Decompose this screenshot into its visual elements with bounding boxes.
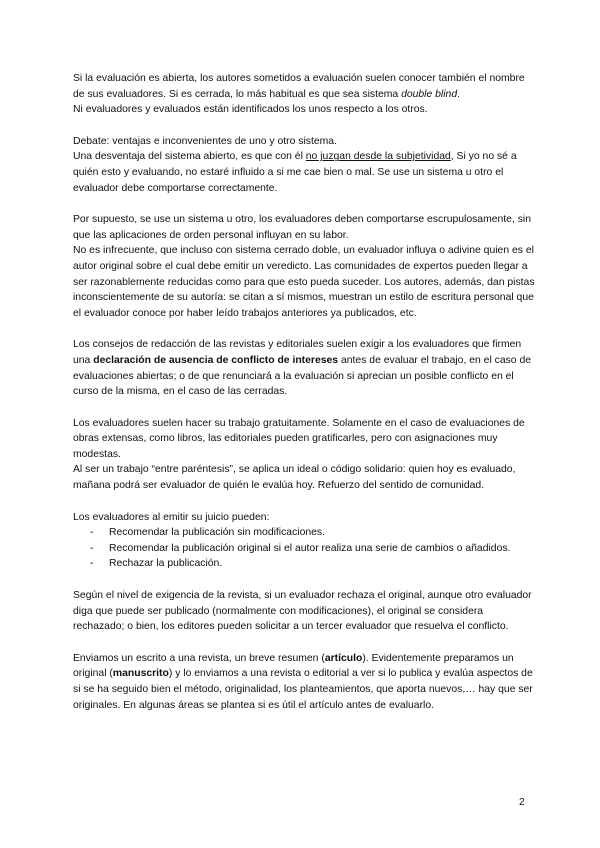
- paragraph-line: Ni evaluadores y evaluados están identificados los unos respecto a los otros.: [73, 104, 428, 116]
- paragraph-unpaid: Los evaluadores suelen hacer su trabajo gratuitamente. Solamente en el caso de evaluaciones de obras extensas, como libros, las editoriales pueden gratificarles, pero con asignaciones muy modestas.: [73, 417, 525, 460]
- text: Los consejos de redacción de las revistas y editoriales suelen exigir a los evaluadores que firmen una: [73, 339, 522, 366]
- bold-text: declaración de ausencia de conflicto de intereses: [93, 354, 339, 366]
- paragraph-solidarity: Al ser un trabajo “entre paréntesis”, se aplica un ideal o código solidario: quien hoy es evaluado, mañana podrá ser evaluador de quién le evalúa hoy. Refuerzo del sentido de comunidad.: [73, 464, 516, 492]
- options-list: [73, 525, 535, 572]
- paragraph-open-system: [73, 149, 535, 196]
- emphasis-double-blind: double blind: [401, 88, 458, 100]
- underlined-text: no juzgan desde la subjetividad: [305, 151, 451, 163]
- text: , Si yo no sé a quién esto y evaluando, no estaré influido a si me cae bien o mal. Se use un sistema u otro el evaluador debe comportarse correctamente.: [73, 151, 517, 194]
- dash-bullet: -: [90, 527, 94, 539]
- paragraph-debate: Debate: ventajas e inconvenientes de uno y otro sistema.: [73, 135, 337, 147]
- paragraph-influence: No es infrecuente, que incluso con sistema cerrado doble, un evaluador influya o adivine quien es el autor original sobre el cual debe emitir un veredicto. Las comunidades de expertos pueden llegar a ser razonablemente reducidas como para que esto pueda suceder. Los autores, además, dan pistas inconscientemente de su autoría: se citan a sí mismos, muestran un estilo de escritura personal que el evaluador conoce por haber leído trabajos anteriores ya publicados, etc.: [73, 245, 535, 319]
- text: Enviamos un escrito a una revista, un breve resumen (: [73, 652, 325, 664]
- text: ) y lo enviamos a una revista o editorial a ver si lo publica y evalúa aspectos de si se ha seguido bien el método, originalidad, los planteamientos, que aporta nuevos,… hay que ser originales. En algunas áreas se plantea si es útil el artículo antes de evaluarlo.: [73, 668, 533, 711]
- paragraph-rejection: Según el nivel de exigencia de la revista, si un evaluador rechaza el original, aunque otro evaluador diga que puede ser publicado (normalmente con modificaciones), el original se considera rechazado; o bien, los editores pueden solicitar a un tercer evaluador que resuelva el conflicto.: [73, 590, 532, 633]
- list-intro: Los evaluadores al emitir su juicio pueden:: [73, 511, 270, 523]
- dash-bullet: -: [90, 542, 94, 554]
- bold-text: manuscrito: [112, 668, 169, 680]
- list-item: [73, 541, 535, 557]
- paragraph-evaluation-types: [73, 71, 535, 102]
- dash-bullet: -: [90, 558, 94, 570]
- list-item: [73, 525, 535, 541]
- text: ). Evidentemente preparamos un original (: [73, 652, 514, 680]
- list-item-text: Recomendar la publicación sin modificaciones.: [109, 527, 326, 539]
- list-item-text: Recomendar la publicación original si el autor realiza una serie de cambios o añadidos.: [109, 542, 511, 554]
- bold-text: artículo: [324, 652, 363, 664]
- text: antes de evaluar el trabajo, en el caso de evaluaciones abiertas; o de que renunciará a la evaluación si aprecian un posible conflicto en el curso de la misma, en el caso de las cerradas.: [73, 354, 532, 398]
- list-item: [73, 556, 535, 572]
- paragraph-conflict: [73, 337, 535, 399]
- text: .: [457, 88, 460, 100]
- document-body: [73, 71, 535, 713]
- text: Si la evaluación es abierta, los autores sometidos a evaluación suelen conocer también el nombre de sus evaluadores. Si es cerrada, lo más habitual es que sea sistema: [73, 73, 525, 100]
- page-number: 2: [519, 797, 525, 808]
- paragraph-submission: [73, 651, 535, 713]
- text: Una desventaja del sistema abierto, es que con él: [73, 151, 306, 163]
- paragraph-conduct: Por supuesto, se use un sistema u otro, los evaluadores deben comportarse escrupulosamente, sin que las aplicaciones de orden personal influyan en su labor.: [73, 214, 532, 241]
- list-item-text: Rechazar la publicación.: [109, 558, 223, 570]
